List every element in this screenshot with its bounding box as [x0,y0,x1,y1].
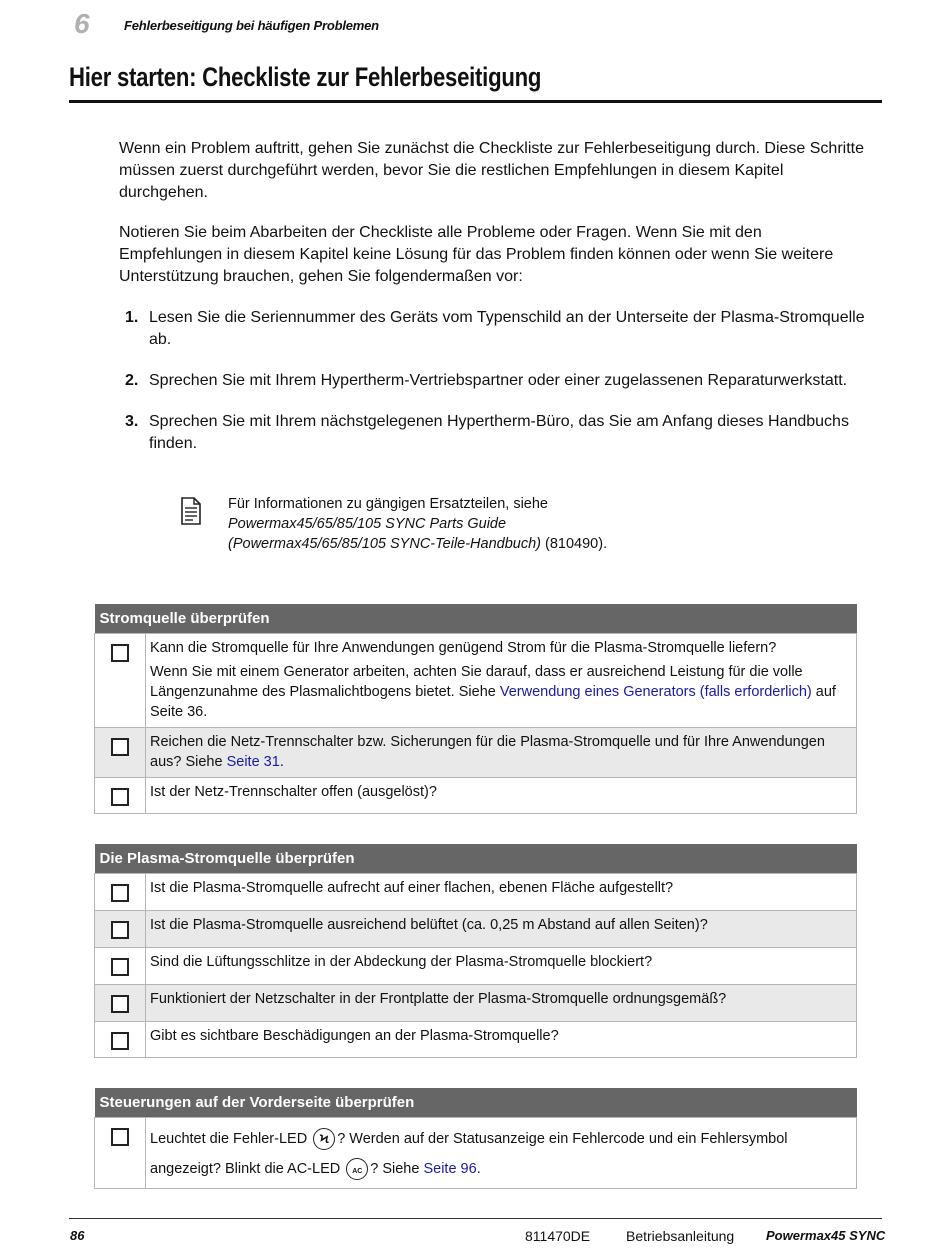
generator-link[interactable]: Verwendung eines Generators (falls erforderlich) [499,684,812,700]
title-rule [69,100,882,103]
row-detail-end: auf Seite 36. [150,684,836,720]
row-question-part-1: Leuchtet die Fehler-LED [150,1131,312,1147]
row-text: Gibt es sichtbare Beschädigungen an der Plasma-Stromquelle? [146,1022,857,1058]
note-parts-guide-title: Powermax45/65/85/105 SYNC Parts Guide [228,516,507,532]
row-text [146,728,857,778]
row-question-part-2: ? Werden auf der Statusanzeige ein Fehlercode und ein Fehlersymbol angezeigt? Blinkt die AC-LED [150,1131,788,1177]
step-text: Lesen Sie die Seriennummer des Geräts vom Typenschild an der Unterseite der Plasma-Stromquelle ab. [149,309,865,348]
row-text [146,634,857,728]
checkbox-cell [95,1118,146,1189]
row-question: Kann die Stromquelle für Ihre Anwendungen genügend Strom für die Plasma-Stromquelle liefern? [150,640,777,656]
checklist-power-source [94,604,857,814]
footer-doc-type: Betriebsanleitung [626,1228,735,1244]
footer-doc-number: 811470DE [525,1228,591,1244]
checkbox[interactable] [111,738,129,756]
step-text: Sprechen Sie mit Ihrem nächstgelegenen Hypertherm-Büro, das Sie am Anfang dieses Handbuchs finden. [149,413,849,452]
checklist-plasma-power-supply [94,844,857,1058]
note-parts-guide-german-title: (Powermax45/65/85/105 SYNC-Teile-Handbuch) [228,536,541,552]
step-number: 1. [125,309,139,326]
note-text [228,494,828,554]
row-question: Reichen die Netz-Trennschalter bzw. Sicherungen für die Plasma-Stromquelle und für Ihre Anwendungen aus? Siehe [150,734,825,770]
note-part-number: (810490). [541,536,608,552]
step-item [119,307,879,351]
checkbox[interactable] [111,1032,129,1050]
checkbox-cell [95,874,146,911]
row-question-end: . [279,754,284,770]
row-question-part-3: ? Siehe [370,1161,424,1177]
chapter-number: 6 [74,8,90,39]
row-question-end: . [476,1161,481,1177]
table-row [95,911,857,948]
row-detail [150,662,852,722]
fault-led-icon: Ϟ [313,1128,335,1150]
table-row [95,1118,857,1189]
row-text: Ist die Plasma-Stromquelle aufrecht auf einer flachen, ebenen Fläche aufgestellt? [146,874,857,911]
document-note-icon [180,497,202,525]
table-header: Stromquelle überprüfen [95,604,857,634]
checklist-front-panel [94,1088,857,1189]
ac-led-label: AC [352,1168,363,1176]
checkbox[interactable] [111,1128,129,1146]
table-row [95,1022,857,1058]
ac-led-icon [346,1158,368,1180]
chapter-title: Fehlerbeseitigung bei häufigen Problemen [124,18,379,33]
checkbox-cell [95,778,146,814]
checkbox-cell [95,634,146,728]
row-text: Funktioniert der Netzschalter in der Frontplatte der Plasma-Stromquelle ordnungsgemäß? [146,985,857,1022]
table-row [95,778,857,814]
table-row [95,634,857,728]
table-row [95,874,857,911]
checkbox-cell [95,985,146,1022]
step-item [119,370,879,392]
table-header: Die Plasma-Stromquelle überprüfen [95,844,857,874]
row-detail-text: Wenn Sie mit einem Generator arbeiten, achten Sie darauf, dass er ausreichend Leistung für die volle Längenzunahme des Plasmalichtbogens bietet. Siehe [150,664,803,700]
checkbox[interactable] [111,995,129,1013]
checkbox[interactable] [111,884,129,902]
checkbox[interactable] [111,644,129,662]
checkbox[interactable] [111,958,129,976]
table-row [95,948,857,985]
row-text: Ist der Netz-Trennschalter offen (ausgelöst)? [146,778,857,814]
checkbox-cell [95,911,146,948]
footer-page-number: 86 [70,1228,85,1243]
checkbox-cell [95,1022,146,1058]
table-row [95,985,857,1022]
checkbox-cell [95,948,146,985]
table-row [95,728,857,778]
table-header: Steuerungen auf der Vorderseite überprüfen [95,1088,857,1118]
step-text: Sprechen Sie mit Ihrem Hypertherm-Vertriebspartner oder einer zugelassenen Reparaturwerkstatt. [149,372,848,389]
footer-product-name: Powermax45 SYNC [766,1228,886,1243]
page-title: Hier starten: Checkliste zur Fehlerbeseitigung [69,62,542,92]
checkbox[interactable] [111,921,129,939]
row-text: Sind die Lüftungsschlitze in der Abdeckung der Plasma-Stromquelle blockiert? [146,948,857,985]
step-number: 3. [125,413,139,430]
steps-list [119,307,879,455]
page-31-link[interactable]: Seite 31 [226,754,280,770]
note-line-3 [228,534,828,554]
checkbox-cell [95,728,146,778]
intro-paragraph-1: Wenn ein Problem auftritt, gehen Sie zunächst die Checkliste zur Fehlerbeseitigung durch. Diese Schritte müssen zuerst durchgeführt werden, bevor Sie die restlichen Empfehlungen in diesem Kapitel durchgehen. [119,140,864,201]
row-text [146,1118,857,1189]
step-item [119,411,879,455]
footer-rule [69,1218,882,1219]
note-line-1: Für Informationen zu gängigen Ersatzteilen, siehe [228,496,548,512]
checkbox[interactable] [111,788,129,806]
page-96-link[interactable]: Seite 96 [423,1161,477,1177]
intro-paragraph-2: Notieren Sie beim Abarbeiten der Checkliste alle Probleme oder Fragen. Wenn Sie mit den Empfehlungen in diesem Kapitel keine Lösung für das Problem finden können oder wenn Sie weitere Unterstützung brauchen, gehen Sie folgendermaßen vor: [119,224,834,285]
step-number: 2. [125,372,139,389]
row-text: Ist die Plasma-Stromquelle ausreichend belüftet (ca. 0,25 m Abstand auf allen Seiten)? [146,911,857,948]
